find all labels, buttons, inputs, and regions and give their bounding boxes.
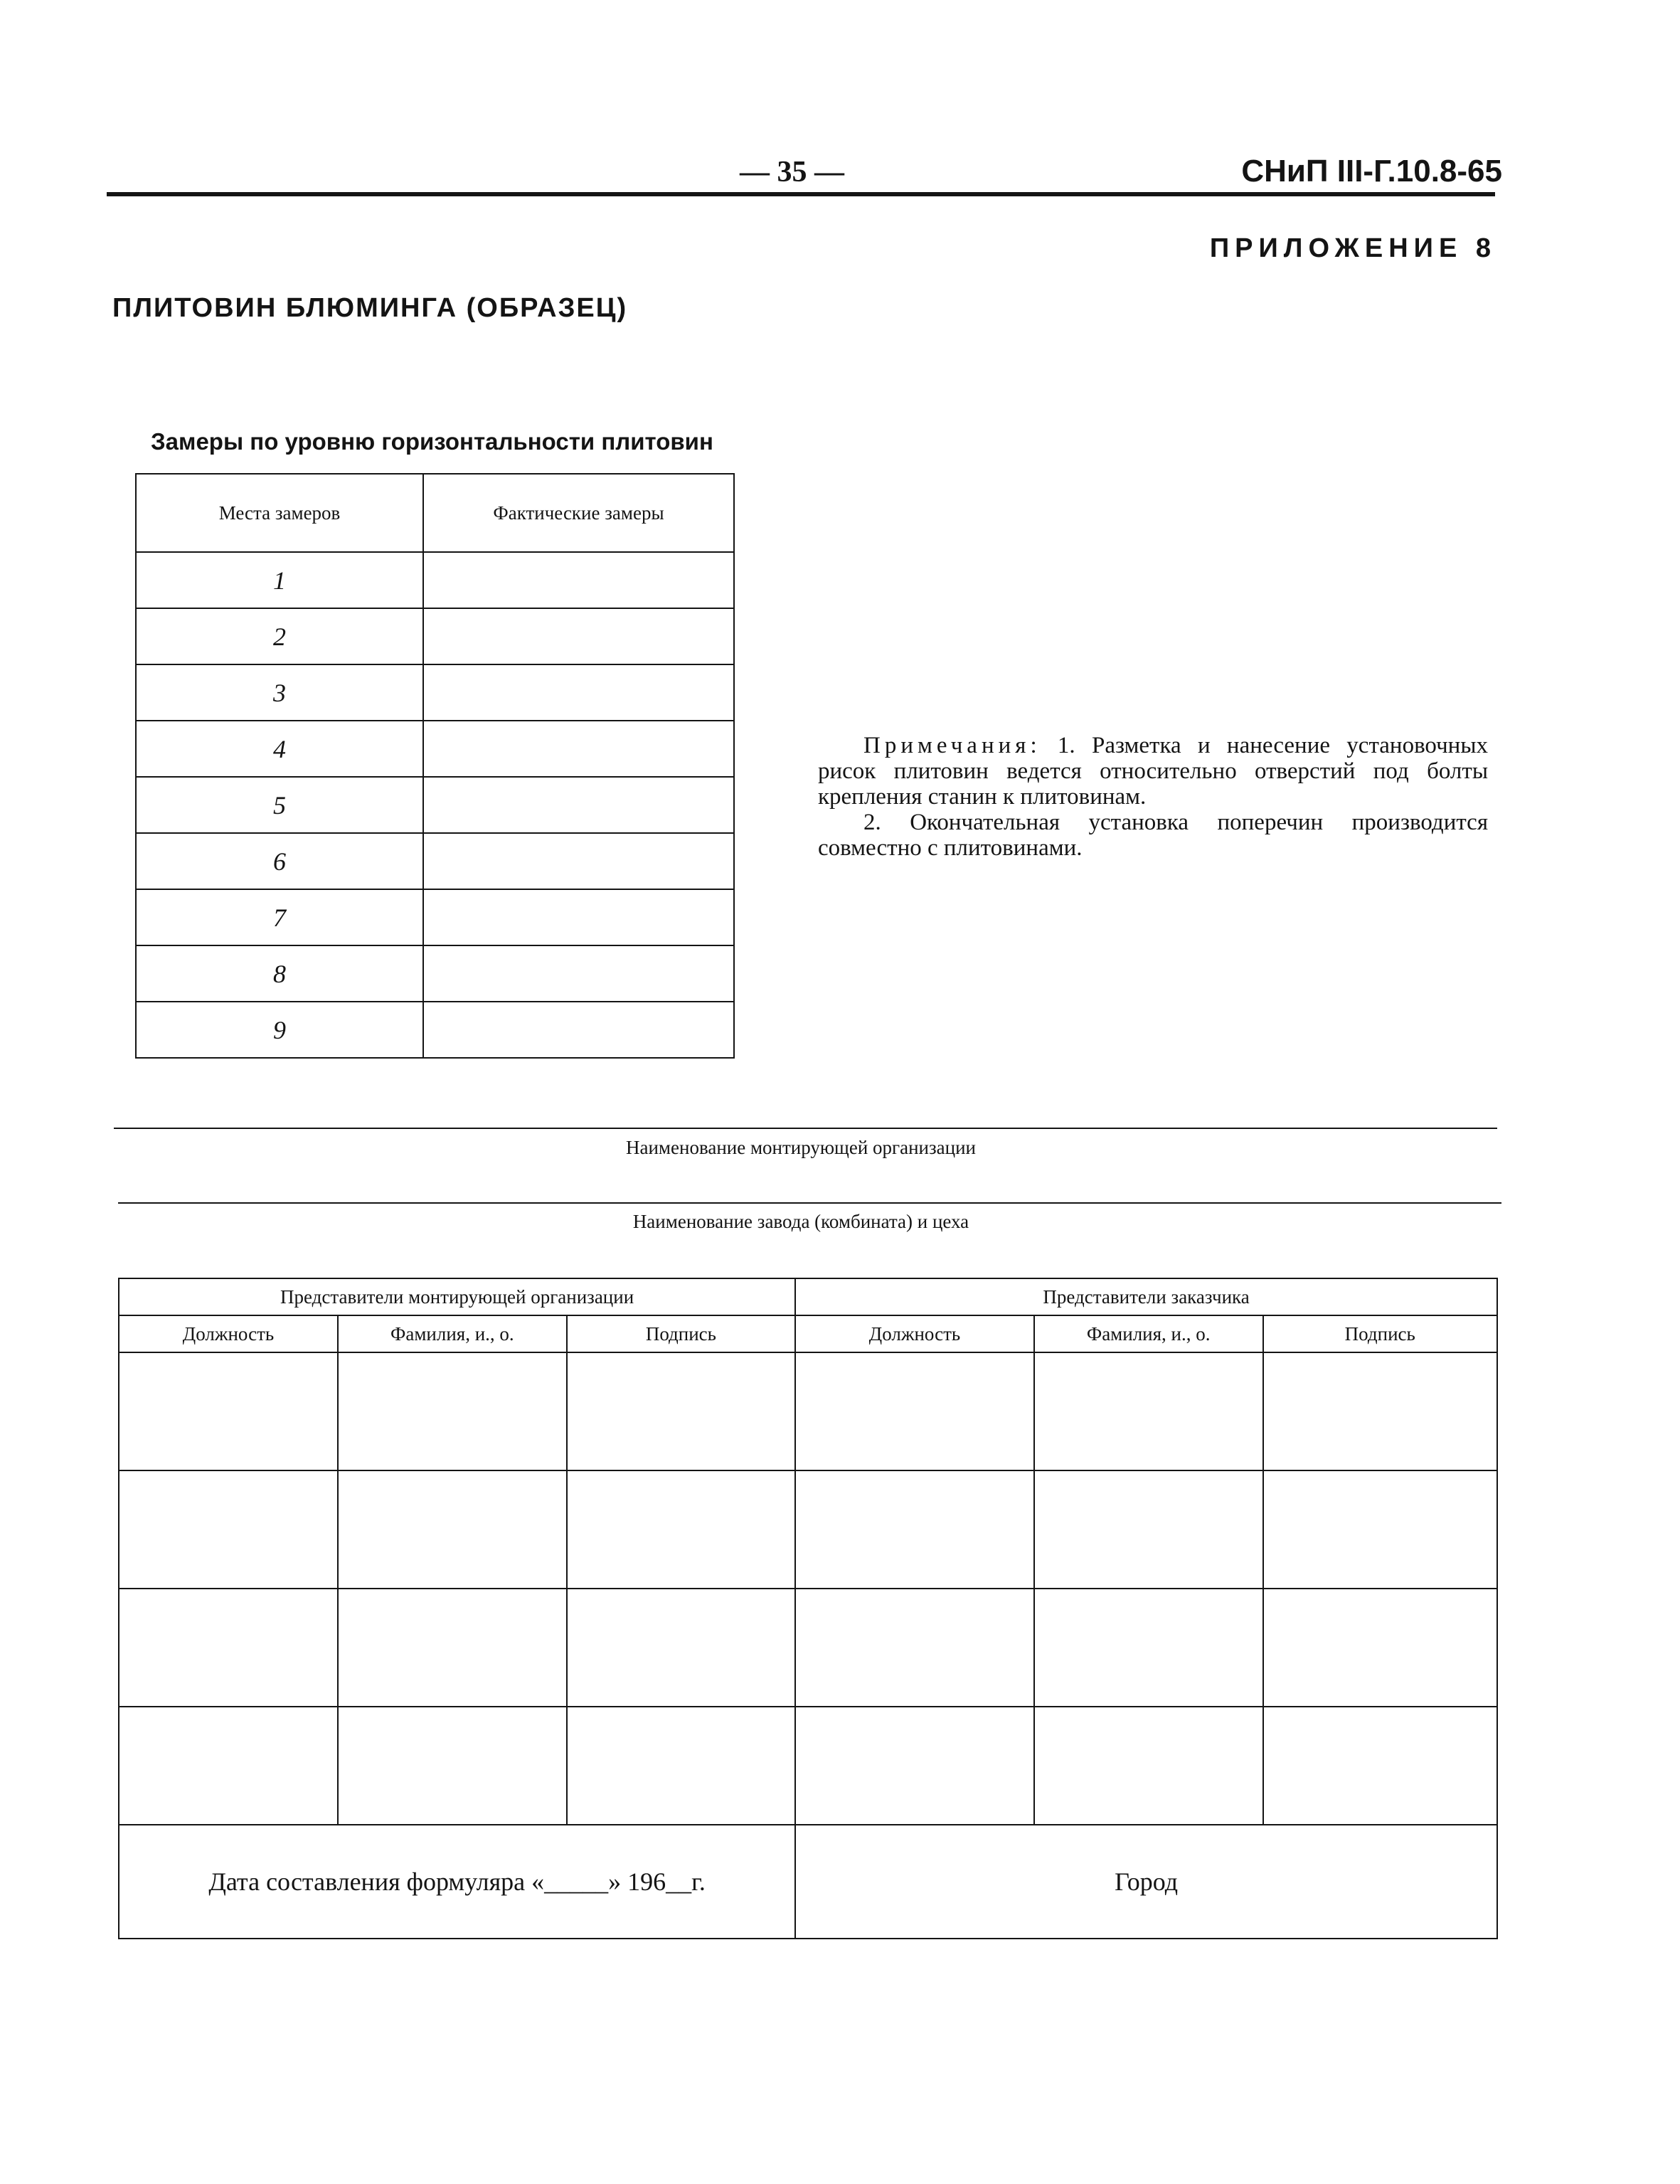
measurement-row	[136, 777, 734, 833]
measurements-table	[135, 473, 735, 1059]
measurement-location: 7	[136, 889, 423, 945]
signature-cell	[795, 1707, 1034, 1825]
column-header-position: Должность	[795, 1315, 1034, 1352]
measurement-location: 5	[136, 777, 423, 833]
signature-cell	[567, 1352, 796, 1470]
column-header-position: Должность	[119, 1315, 338, 1352]
measurements-body	[136, 552, 734, 1058]
signature-cell	[338, 1589, 567, 1707]
org-name-line	[114, 1128, 1497, 1129]
signature-cell	[795, 1352, 1034, 1470]
signature-row	[119, 1470, 1497, 1589]
column-header-name: Фамилия, и., о.	[1034, 1315, 1263, 1352]
measurement-row	[136, 1002, 734, 1058]
notes-label: Примечания:	[863, 733, 1041, 758]
signature-cell	[119, 1470, 338, 1589]
signature-cell	[338, 1707, 567, 1825]
measurement-value-cell	[423, 777, 734, 833]
document-title: ПЛИТОВИН БЛЮМИНГА (ОБРАЗЕЦ)	[112, 293, 628, 323]
appendix-label: ПРИЛОЖЕНИЕ 8	[1209, 233, 1496, 263]
signature-row	[119, 1707, 1497, 1825]
signature-cell	[1034, 1352, 1263, 1470]
group-header-installer: Представители монтирующей организации	[119, 1278, 795, 1315]
note-1-text: 1. Разметка и нанесение установочных рисок плитовин ведется относительно отверстий под болты крепления станин к плитовинам.	[818, 733, 1489, 810]
header-rule	[107, 192, 1495, 196]
measurement-value-cell	[423, 608, 734, 664]
column-header-name: Фамилия, и., о.	[338, 1315, 567, 1352]
measurement-location: 4	[136, 721, 423, 777]
signature-cell	[119, 1589, 338, 1707]
measurement-value-cell	[423, 945, 734, 1002]
measurement-row	[136, 664, 734, 721]
notes-block	[818, 733, 1488, 861]
signature-footer-row	[119, 1825, 1497, 1939]
measurement-location: 9	[136, 1002, 423, 1058]
measurement-value-cell	[423, 664, 734, 721]
document-code: СНиП III-Г.10.8-65	[1241, 154, 1502, 189]
column-header-actual: Фактические замеры	[423, 474, 734, 552]
signature-cell	[567, 1707, 796, 1825]
plant-name-caption: Наименование завода (комбината) и цеха	[632, 1211, 969, 1232]
measurement-value-cell	[423, 721, 734, 777]
signature-cell	[1263, 1352, 1497, 1470]
measurements-header-row	[136, 474, 734, 552]
signature-cell	[567, 1470, 796, 1589]
measurement-value-cell	[423, 552, 734, 608]
signature-cell	[1034, 1470, 1263, 1589]
signature-cell	[119, 1707, 338, 1825]
note-2: 2. Окончательная установка поперечин производится совместно с плитовинами.	[818, 810, 1488, 861]
measurement-row	[136, 833, 734, 889]
city-field: Город	[795, 1825, 1497, 1939]
page-number: — 35 —	[740, 156, 844, 189]
signature-cell	[1263, 1470, 1497, 1589]
signature-cell	[1263, 1589, 1497, 1707]
signature-cell	[1263, 1707, 1497, 1825]
note-1	[818, 733, 1488, 810]
compilation-date: Дата составления формуляра «_____» 196__г.	[119, 1825, 795, 1939]
measurement-row	[136, 889, 734, 945]
signatures-column-row	[119, 1315, 1497, 1352]
signature-cell	[338, 1470, 567, 1589]
signature-cell	[795, 1470, 1034, 1589]
measurement-value-cell	[423, 889, 734, 945]
measurement-row	[136, 552, 734, 608]
measurement-location: 1	[136, 552, 423, 608]
signature-cell	[1034, 1707, 1263, 1825]
column-header-signature: Подпись	[567, 1315, 796, 1352]
signature-row	[119, 1352, 1497, 1470]
plant-name-line	[118, 1202, 1501, 1204]
measurements-caption: Замеры по уровню горизонтальности плитовин	[151, 428, 713, 455]
signature-cell	[1034, 1589, 1263, 1707]
measurement-location: 8	[136, 945, 423, 1002]
signatures-table	[118, 1278, 1498, 1939]
measurement-location: 3	[136, 664, 423, 721]
measurement-row	[136, 945, 734, 1002]
signature-cell	[338, 1352, 567, 1470]
measurement-value-cell	[423, 833, 734, 889]
measurement-location: 6	[136, 833, 423, 889]
group-header-customer: Представители заказчика	[795, 1278, 1497, 1315]
org-name-caption: Наименование монтирующей организации	[626, 1137, 976, 1158]
signature-cell	[567, 1589, 796, 1707]
signature-row	[119, 1589, 1497, 1707]
measurement-location: 2	[136, 608, 423, 664]
column-header-signature: Подпись	[1263, 1315, 1497, 1352]
signature-cell	[119, 1352, 338, 1470]
measurement-row	[136, 608, 734, 664]
measurement-value-cell	[423, 1002, 734, 1058]
measurement-row	[136, 721, 734, 777]
signature-cell	[795, 1589, 1034, 1707]
column-header-locations: Места замеров	[136, 474, 423, 552]
signatures-group-row	[119, 1278, 1497, 1315]
